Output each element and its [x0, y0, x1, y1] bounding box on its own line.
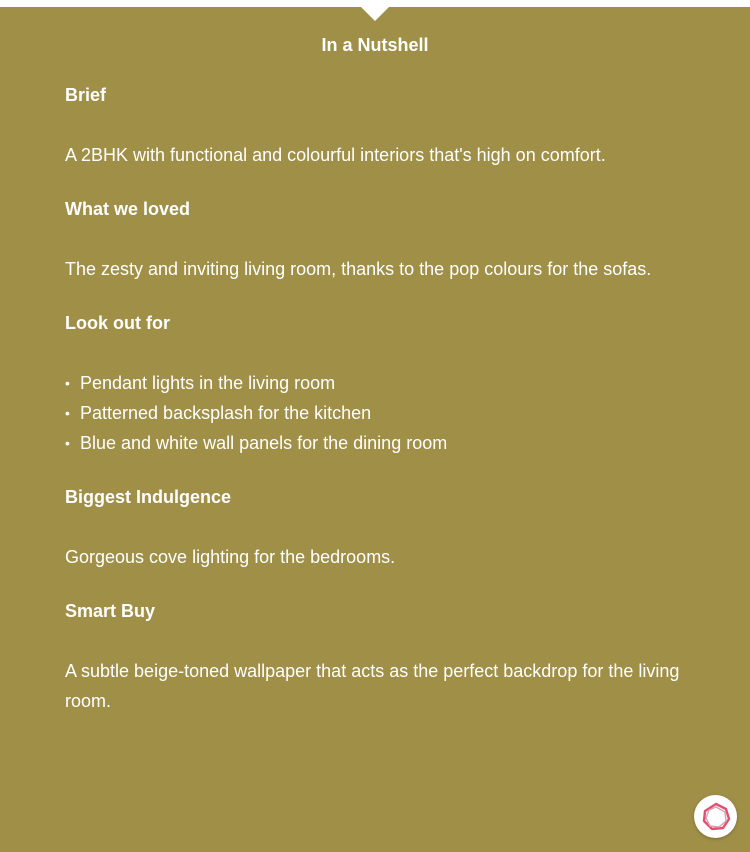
indulgence-heading: Biggest Indulgence	[65, 487, 232, 507]
bullet-dot-icon: •	[65, 435, 70, 451]
brief-text: A 2BHK with functional and colourful interiors that's high on comfort.	[65, 145, 606, 165]
lookout-list	[65, 368, 680, 458]
pointer-notch	[361, 7, 389, 21]
loved-heading: What we loved	[65, 199, 191, 219]
list-item-text: Patterned backsplash for the kitchen	[80, 403, 372, 423]
list-item	[65, 428, 680, 458]
indulgence-text: Gorgeous cove lighting for the bedrooms.	[65, 547, 396, 567]
list-item	[65, 398, 680, 428]
brand-logo-button[interactable]	[694, 795, 737, 838]
nutshell-content	[65, 83, 680, 716]
smartbuy-heading: Smart Buy	[65, 601, 156, 621]
lookout-heading: Look out for	[65, 313, 170, 333]
smartbuy-text: A subtle beige-toned wallpaper that acts as the perfect backdrop for the living room.	[65, 661, 680, 711]
loved-text: The zesty and inviting living room, thanks to the pop colours for the sofas.	[65, 259, 652, 279]
brief-heading: Brief	[65, 85, 107, 105]
list-item	[65, 368, 680, 398]
list-item-text: Pendant lights in the living room	[80, 373, 336, 393]
panel-title: In a Nutshell	[321, 35, 429, 55]
bullet-dot-icon: •	[65, 375, 70, 391]
bullet-dot-icon: •	[65, 405, 70, 421]
top-divider-strip	[0, 0, 750, 7]
list-item-text: Blue and white wall panels for the dining room	[80, 433, 448, 453]
brand-logo-icon	[699, 800, 733, 834]
